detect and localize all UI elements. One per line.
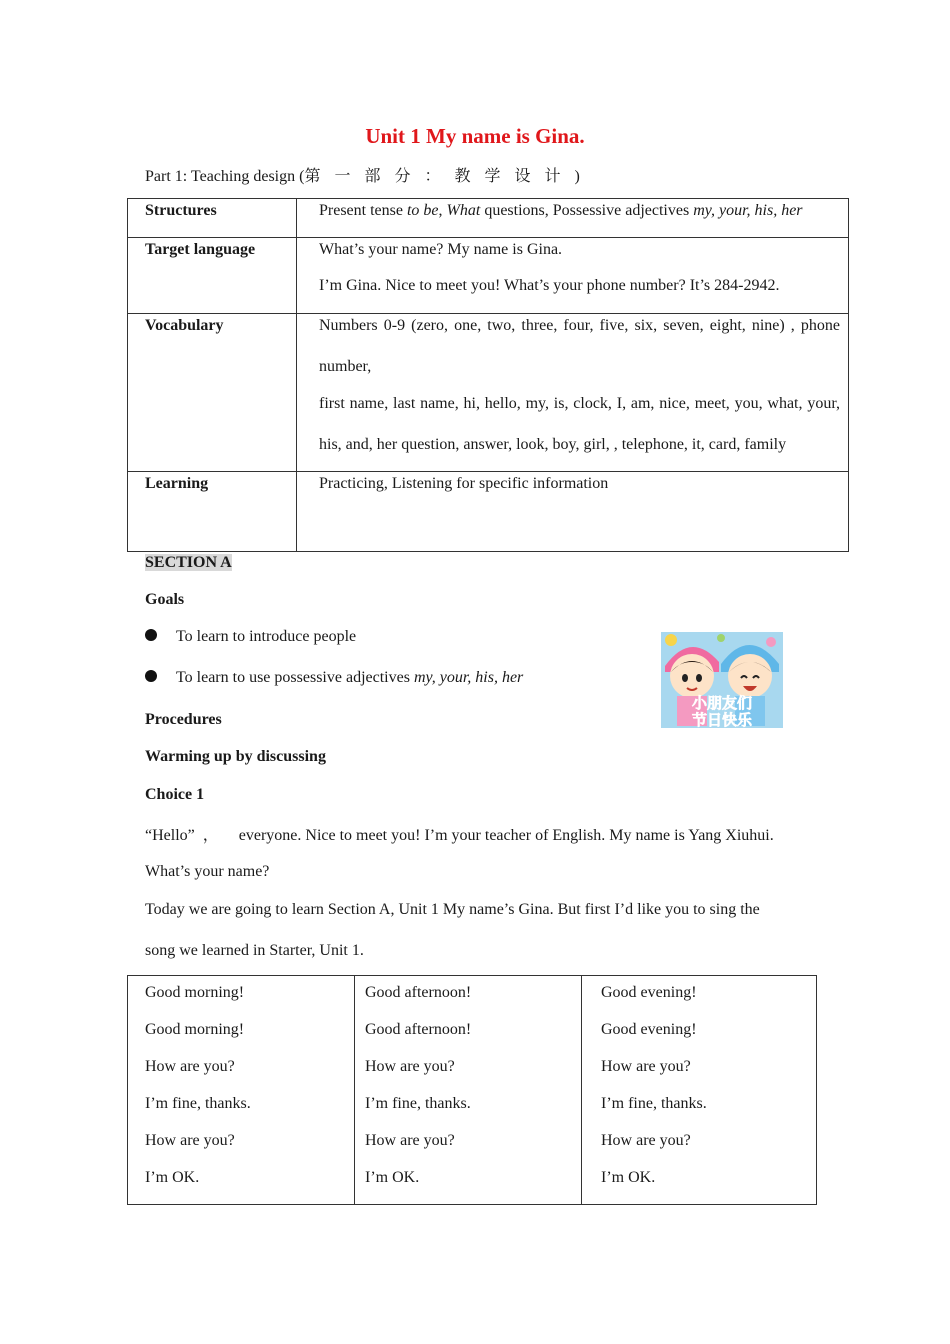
song-column-evening: Good evening! Good evening! How are you? I’m fine, thanks. How are you? I’m OK. <box>582 976 817 1205</box>
teaching-design-table <box>127 198 849 552</box>
song-column-afternoon: Good afternoon! Good afternoon! How are you? I’m fine, thanks. How are you? I’m OK. <box>355 976 582 1205</box>
choice-heading: Choice 1 <box>145 786 205 803</box>
image-caption-line2: 节日快乐 <box>691 711 753 728</box>
list-item: To learn to introduce people <box>145 628 356 646</box>
kids-holiday-image <box>661 632 783 728</box>
row-value: Practicing, Listening for specific information <box>297 472 849 552</box>
warming-heading: Warming up by discussing <box>145 748 326 765</box>
row-key: Structures <box>128 199 297 238</box>
goals-heading: Goals <box>145 591 185 608</box>
paragraph-line: What’s your name? <box>145 863 270 880</box>
table-row <box>128 238 849 314</box>
procedures-heading: Procedures <box>145 711 222 728</box>
row-key: Target language <box>128 238 297 314</box>
paragraph-line: song we learned in Starter, Unit 1. <box>145 942 364 959</box>
table-row <box>128 472 849 552</box>
page-title: Unit 1 My name is Gina. <box>365 124 585 148</box>
section-heading: SECTION A <box>145 554 232 571</box>
bullet-icon <box>145 670 157 682</box>
song-table <box>127 975 817 1205</box>
song-column-morning: Good morning! Good morning! How are you? I’m fine, thanks. How are you? I’m OK. <box>128 976 355 1205</box>
list-item: To learn to use possessive adjectives my, your, his, her <box>145 669 523 687</box>
row-key: Vocabulary <box>128 314 297 472</box>
paragraph-line: “Hello” ， everyone. Nice to meet you! I’m your teacher of English. My name is Yang Xiuhui. <box>145 827 774 844</box>
bullet-icon <box>145 629 157 641</box>
subtitle-close: ) <box>574 168 580 185</box>
row-value: Numbers 0-9 (zero, one, two, three, four, five, six, seven, eight, nine) , phone number, first name, last name, hi, hello, my, is, clock, I, am, nice, meet, you, what, your, his, and, her question, answer, look, boy, girl, , telephone, it, card, family <box>297 314 849 472</box>
table-row <box>128 314 849 472</box>
subtitle <box>145 163 580 186</box>
image-caption-line1: 小朋友们 <box>691 694 753 712</box>
paragraph-line: Today we are going to learn Section A, Unit 1 My name’s Gina. But first I’d like you to sing the <box>145 901 760 918</box>
table-row <box>128 199 849 238</box>
table-row <box>128 976 817 1205</box>
subtitle-cn: 第一部分：教学设计 <box>304 168 575 185</box>
row-value: What’s your name? My name is Gina. I’m Gina. Nice to meet you! What’s your phone number? It’s 284-2942. <box>297 238 849 314</box>
row-key: Learning <box>128 472 297 552</box>
subtitle-en: Part 1: Teaching design ( <box>145 168 305 185</box>
row-value: Present tense to be, What questions, Possessive adjectives my, your, his, her <box>297 199 849 238</box>
